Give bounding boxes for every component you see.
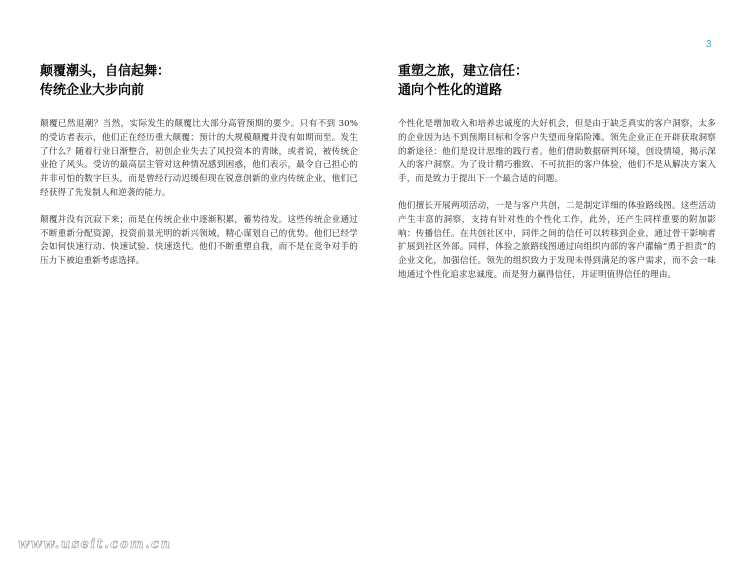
right-title-line-2: 通向个性化的道路: [398, 83, 503, 98]
watermark: www.useit.com.cn: [18, 537, 172, 552]
left-body: [40, 118, 358, 269]
right-body: [398, 118, 716, 283]
left-paragraph-2: 颠覆并没有沉寂下来；而是在传统企业中逐渐积累，蓄势待发。这些传统企业通过不断重新分配资源，投资前景光明的新兴领域，精心谋划自己的优势。他们已经学会如何快速行动、快速试验、快速迭代。他们不断重塑自我，而不是在竞争对手的压力下被迫重新考虑选择。: [40, 214, 358, 267]
right-paragraph-2: 他们擅长开展两项活动，一是与客户共创，二是制定详细的体验路线图。这些活动产生丰富的洞察，支持有针对性的个性化工作，此外，还产生同样重要的附加影响：传播信任。在共创社区中，同伴之间的信任可以转移到企业，通过骨干影响者扩展到社区外部。同样，体验之旅路线图通过向组织内部的客户灌输“勇于担责”的企业文化，加强信任。领先的组织致力于发现未得到满足的客户需求，而不会一味地通过个性化追求忠诚度。而是努力赢得信任，并证明值得信任的理由。: [398, 200, 716, 280]
right-column: [398, 62, 716, 296]
left-section-title: [40, 62, 358, 100]
left-paragraph-1: 颠覆已然退潮？当然，实际发生的颠覆比大部分高管预期的要少。只有不到 30% 的受访者表示，他们正在经历重大颠覆；预计的大规模颠覆并没有如期而至。发生了什么？随着行业日渐整合，初创企业失去了风投资本的青睐，或者说，被传统企业抢了风头。受访的最高层主管对这种情况感到困惑，他们表示，最令自己担心的并非可怕的数字巨头，而是曾经行动迟缓但现在锐意创新的业内传统企业，他们已经获得了先发制人和逆袭的能力。: [40, 119, 358, 198]
right-paragraph-1: 个性化是增加收入和培养忠诚度的大好机会，但是由于缺乏真实的客户洞察，太多的企业因为达不到预期目标和令客户失望而身陷险滩。领先企业正在开辟获取洞察的新途径：他们是设计思维的践行者。他们借助数据研判环境，创设情境，揭示深入的客户洞察。为了设计精巧雅致、不可抗拒的客户体验，他们不是从解决方案入手，而是致力于提出下一个最合适的问题。: [398, 119, 716, 185]
right-section-title: [398, 62, 716, 100]
left-title-line-2: 传统企业大步向前: [40, 83, 145, 98]
right-title-line-1: 重塑之旅，建立信任：: [398, 64, 529, 79]
left-column: [40, 62, 358, 282]
page-number: 3: [706, 39, 712, 50]
left-title-line-1: 颠覆潮头，自信起舞：: [40, 64, 171, 79]
